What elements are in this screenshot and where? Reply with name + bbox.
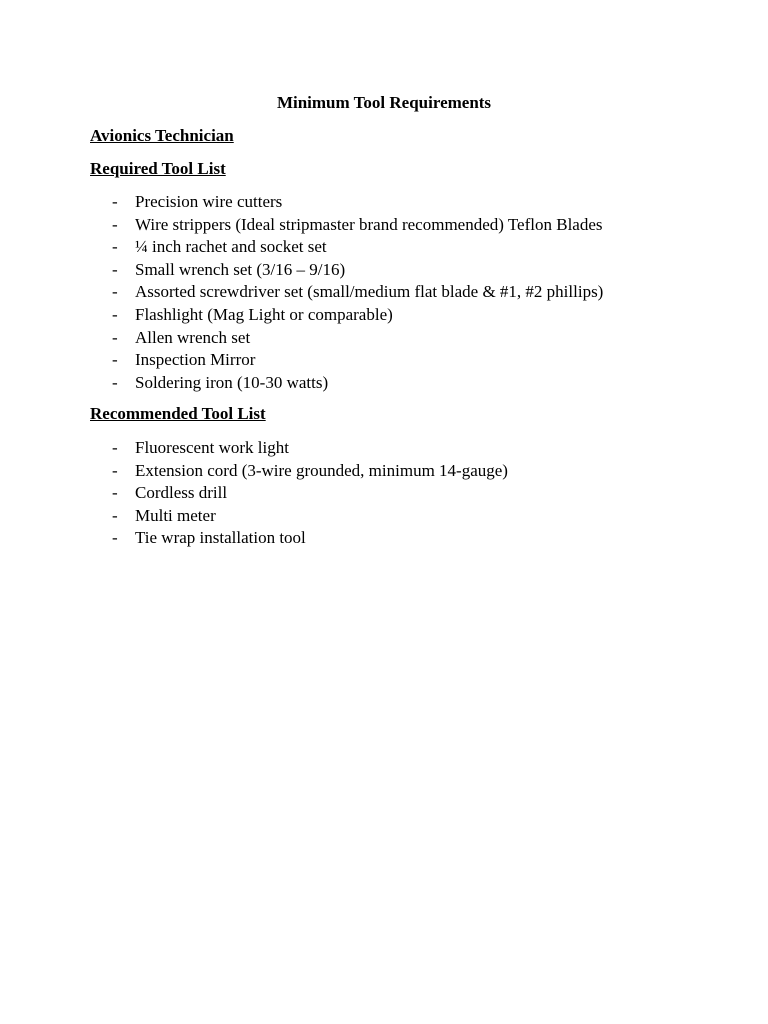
bullet-dash: - [112, 192, 118, 211]
bullet-dash: - [112, 214, 118, 234]
bullet-dash: - [112, 528, 118, 548]
list-item-text: Cordless drill [135, 483, 228, 503]
bullet-dash: - [112, 483, 118, 503]
recommended-tool-list-heading: Recommended Tool List [90, 404, 266, 423]
bullet-dash: - [112, 438, 118, 457]
bullet-dash: - [112, 259, 118, 279]
bullet-dash: - [112, 304, 118, 324]
bullet-dash: - [112, 350, 118, 370]
bullet-dash: - [112, 372, 118, 392]
bullet-dash: - [112, 282, 118, 302]
list-item-text: Small wrench set (3/16 – 9/16) [135, 259, 346, 279]
list-item-text: Wire strippers (Ideal stripmaster brand recommended) Teflon Blades [135, 214, 603, 234]
role-heading: Avionics Technician [90, 126, 234, 145]
list-item-text: Fluorescent work light [135, 438, 289, 457]
list-item-text: Precision wire cutters [135, 192, 283, 211]
list-item-text: Flashlight (Mag Light or comparable) [135, 304, 393, 324]
list-item-text: Soldering iron (10-30 watts) [135, 372, 329, 392]
bullet-dash: - [112, 460, 118, 480]
list-item-text: ¼ inch rachet and socket set [135, 237, 327, 257]
list-item-text: Assorted screwdriver set (small/medium flat blade & #1, #2 phillips) [135, 282, 604, 302]
bullet-dash: - [112, 327, 118, 347]
required-tool-list-heading: Required Tool List [90, 159, 226, 178]
list-item-text: Multi meter [135, 505, 216, 525]
bullet-dash: - [112, 237, 118, 257]
list-item-text: Inspection Mirror [135, 350, 256, 370]
document-title: Minimum Tool Requirements [276, 93, 492, 112]
bullet-dash: - [112, 505, 118, 525]
list-item-text: Allen wrench set [135, 327, 251, 347]
list-item-text: Tie wrap installation tool [135, 528, 306, 548]
list-item-text: Extension cord (3-wire grounded, minimum 14-gauge) [135, 460, 508, 480]
